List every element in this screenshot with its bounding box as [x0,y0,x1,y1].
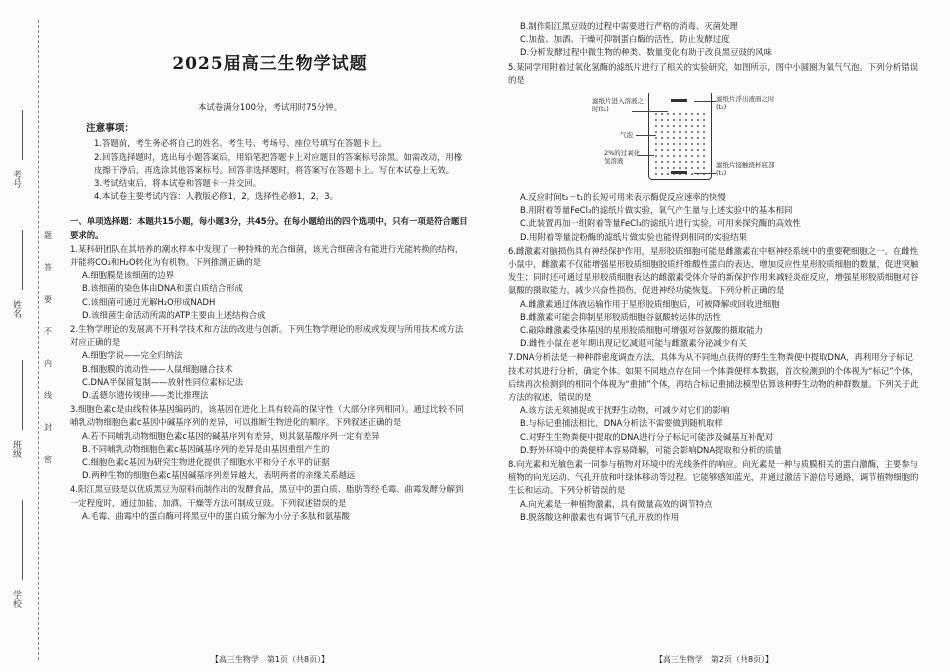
figure-label-right-bottom: 滤纸片接触烧杯底部(t₁) [716,161,775,178]
seal-char: 要 [44,295,52,304]
question-3 [70,403,470,482]
option: D.用附着等量淀粉酶的滤纸片做实验也能得到相同的实验结果 [520,231,747,242]
seal-dashed-line [38,20,39,660]
note-item: 4.本试卷主要考试内容：人教版必修1，2，选择性必修1，2，3。 [94,191,339,202]
question-4 [70,483,470,523]
option: A.细胞膜是该细菌的边界 [82,270,174,281]
option: A.毛霉、曲霉中的蛋白酶可将黑豆中的蛋白质分解为小分子多肽和氨基酸 [82,510,350,521]
option: B.制作阳江黑豆豉的过程中需要进行严格的消毒、灭菌处理 [520,21,738,31]
binding-gutter [0,0,58,672]
option: B.该细菌的染色体由DNA和蛋白质结合形成 [82,283,243,294]
notes-heading: 注意事项： [86,123,134,135]
page-footer: 【高三生物学 第2页（共8页）】 [654,654,774,664]
question-2 [70,323,470,402]
seal-char: 密 [44,455,52,464]
section-heading: 一、单项选择题：本题共15小题，每小题3分，共45分。在每小题给出的四个选项中，只有一项是符合题目要求的。 [70,216,468,240]
page-1-column [70,0,470,672]
exam-number-line [22,110,23,160]
option: B.不同哺乳动物细胞色素c基因碱基序列的差异是由基因重组产生的 [82,443,330,454]
class-label: 班级 [11,440,21,458]
question-stem: 3.细胞色素c是由线粒体基因编码的，该基因在进化上具有较高的保守性（大部分序列相同）。通过比较不同哺乳动物细胞色素c基因中碱基序列的差异，可以推断生物进化的顺序。下列叙述正确的是 [70,404,464,428]
exam-info: 本试卷满分100分，考试用时75分钟。 [198,102,342,112]
option: A.向光素是一种植物激素，具有微量高效的调节特点 [520,498,713,509]
option: D.分析发酵过程中微生物的种类、数量变化有助于改良黑豆豉的风味 [520,47,772,58]
option: C.该细菌可通过光解H₂O形成NADH [82,296,216,307]
seal-char: 封 [44,423,52,432]
option: C.细胞色素c基因为研究生物进化提供了细胞水平和分子水平的证据 [82,457,330,468]
option: C.敲除雌激素受体基因的星形胶质细胞可增强对谷氨酸的摄取能力 [520,325,764,336]
seal-char: 内 [44,359,52,368]
note-item: 3.考试结束后，将本试卷和答题卡一并交回。 [94,178,262,189]
option: C.DNA半保留复制——放射性同位素标记法 [82,376,243,387]
leader-line [632,111,668,112]
option: A.该方法无须捕捉或干扰野生动物，可减少对它们的影响 [520,405,730,416]
option: A.细胞学说——完全归纳法 [82,350,183,361]
page-footer: 【高三生物学 第1页（共8页）】 [210,654,330,664]
class-line [22,360,23,430]
name-label: 姓名 [11,300,21,318]
question-stem: 5.某同学用附着过氧化氢酶的滤纸片进行了相关的实验研究，如图所示，图中小圆圈为氧气气泡。下列分析错误的是 [508,61,918,85]
option: A.反应时间t₂－t₁的长短可用来表示酶促反应速率的快慢 [520,192,726,203]
seal-char: 题 [44,231,52,240]
note-item: 2.回答选择题时，选出每小题答案后，用铅笔把答题卡上对应题目的答案标号涂黑。如需改动，用橡皮擦干净后，再选涂其他答案标号。回答非选择题时，将答案写在答题卡上。写在本试卷上无效。 [94,151,463,175]
note-item: 1.答题前，考生务必将自己的姓名、考生号、考场号、座位号填写在答题卡上。 [94,138,387,149]
question-stem: 7.DNA分析法是一种种群密度调查方法，具体为从不同地点获得的野生生物粪便中提取DNA，再利用分子标记技术对其进行分析，确定个体。如果不同地点存在同一个体粪便样本数据，首次检测到的个体视为“标记”个体，后续再次检测到的相同个体视为“重捕”个体，再结合标记重捕法模型估算该种野生动物的种群数量。下列关于此方法的叙述，错误的是 [508,352,919,403]
leader-line [638,155,654,156]
option: B.细胞膜的流动性——人鼠细胞融合技术 [82,363,233,374]
exam-number-label: 考号 [11,170,21,188]
option: D.野外环境中的粪便样本容易降解，可能会影响DNA提取和分析的质量 [520,444,783,455]
option: B.用附着等量FeCl₃的滤纸片做实验，氧气产生量与上述实验中的基本相同 [520,205,793,216]
leader-line [694,101,716,102]
figure-label-right-top: 滤纸片浮出液面之时(t₂) [716,95,775,112]
option: C.对野生生物粪便中提取的DNA进行分子标记可能涉及碱基互补配对 [520,431,774,442]
option: C.此装置再加一组附着等量FeCl₃的滤纸片进行实验，可用来探究酶的高效性 [520,218,801,229]
filter-paper-bottom [671,171,687,174]
question-stem: 1.某科研团队在其培养的潮水样本中发现了一种特殊的光合细菌，该光合细菌含有能进行光能转换的结构，并能将CO₂和H₂O转化为有机物。下列推测正确的是 [70,243,464,268]
question-stem: 4.阳江黑豆豉是以优质黑豆为原料而制作出的发酵食品，黑豆中的蛋白质、脂肪等经毛霉、曲霉发酵分解到一定程度时，通过加盐、加酒、干燥等方法可制成豆豉。下列叙述错误的是 [70,484,464,508]
option: D.孟德尔遗传规律——类比推理法 [82,390,209,401]
figure-label-solution: 2%的过氧化氢溶液 [604,149,641,166]
leader-line [694,173,716,174]
name-line [22,230,23,290]
question-5 [508,61,920,244]
seal-char: 线 [44,391,52,400]
question-stem: 8.向光素和光敏色素一同参与植物对环境中的光线条件的响应。向光素是一种与质膜相关的蛋白激酶，主要参与植物的向光运动、气孔开放和叶绿体移动等过程。它能够感知蓝光，并通过激活下游信号通路，调节植物细胞的生长和运动。下列分析错误的是 [508,459,919,496]
beaker [648,93,712,180]
school-label: 学校 [11,590,21,608]
question-stem: 6.雌激素对脑损伤具有神经保护作用，星形胶质细胞可能是雌激素在中枢神经系统中的重要靶细胞之一。在雌性小鼠中，雌激素不仅能增强星形胶质细胞胶质纤维酸性蛋白的表达，增加反应性星形胶质细胞的数量，促进突触发生；同时还可通过星形胶质细胞表达的雌激素受体介导的新保护作用来减轻炎症反应，增强星形胶质细胞对谷氨酸的摄取能力，减少兴奋性损伤，促进神经功能恢复。下列分析正确的是 [508,245,919,296]
option: D.两种生物的细胞色素c基因碱基序列差异越大，表明两者的亲缘关系越远 [82,470,356,481]
question-stem: 2.生物学理论的发展离不开科学技术和方法的改进与创新。下列生物学理论的形成或发现与所用技术或方法对应正确的是 [70,324,464,348]
option: B.雌激素可能会抑制星形胶质细胞谷氨酸转运体的活性 [520,311,722,322]
question-1 [70,243,470,322]
oxygen-bubbles [653,111,707,175]
figure-label-left-top: 滤纸片进入溶液之时(t₁) [592,97,644,114]
leader-line [636,135,656,136]
option: D.该细菌生命活动所需的ATP主要由上述结构合成 [82,309,266,320]
option: A.雌激素通过体液运输作用于星形胶质细胞后，可被降解或回收进细胞 [520,298,780,309]
option: B.脱落酸这种激素也有调节气孔开放的作用 [520,511,680,522]
question-8 [508,458,920,524]
option: D.雌性小鼠在老年期出现记忆减退可能与雌激素分泌减少有关 [520,338,747,349]
question-6 [508,245,920,351]
exam-title: 2025届高三生物学试题 [172,54,368,74]
beaker-figure [508,89,920,189]
question-7 [508,351,920,457]
page-2-column [508,0,920,672]
option: C.加盐、加酒、干燥可抑制蛋白酶的活性，防止发酵过度 [520,34,730,45]
seal-char: 答 [44,263,52,272]
seal-char: 不 [44,327,52,336]
figure-label-bubble: 气泡 [620,131,633,140]
filter-paper-top [671,99,687,102]
option: A.若不同哺乳动物细胞色素c基因的碱基序列有差异，则其氨基酸序列一定有差异 [82,430,380,441]
option: B.与标记重捕法相比，DNA分析法不需要做到随机取样 [520,418,723,429]
school-line [22,500,23,580]
